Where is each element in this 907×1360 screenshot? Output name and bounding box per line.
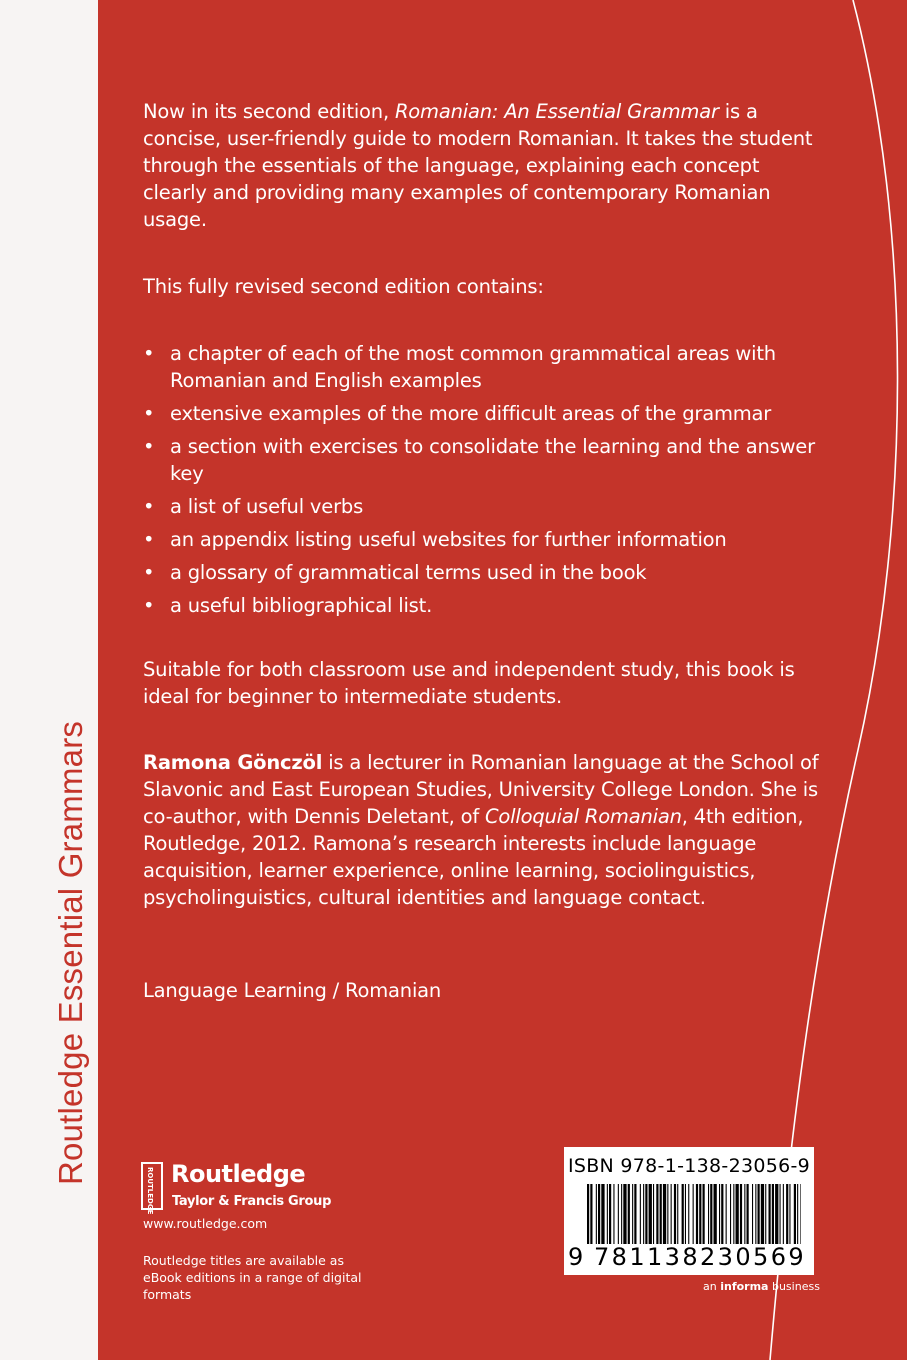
- suitability-paragraph: Suitable for both classroom use and independent study, this book is ideal for beginner to intermediate students.: [143, 658, 795, 708]
- barcode-bar: [682, 1184, 684, 1244]
- barcode-bar: [696, 1184, 698, 1244]
- barcode-bar: [747, 1184, 749, 1244]
- barcode-bar: [736, 1184, 739, 1244]
- barcode-bar: [761, 1184, 764, 1244]
- barcode-bar: [663, 1184, 666, 1244]
- isbn: ISBN 978-1-138-23056-9: [567, 1155, 811, 1177]
- feature-list: [143, 340, 833, 625]
- barcode-bar: [613, 1184, 614, 1244]
- routledge-logo-icon: ROUTLEDGE: [141, 1162, 163, 1210]
- barcode-bar: [643, 1184, 644, 1244]
- list-item: • an appendix listing useful websites for further information: [143, 526, 833, 553]
- publisher-logo: [141, 1160, 361, 1220]
- informa-tagline: an informa business: [703, 1280, 820, 1293]
- barcode-bar: [656, 1184, 658, 1244]
- barcode-bar: [730, 1184, 731, 1244]
- barcode-bar: [780, 1184, 781, 1244]
- barcode-bar: [632, 1184, 633, 1244]
- barcode-bar: [714, 1184, 717, 1244]
- barcode-bar: [752, 1184, 753, 1244]
- barcode-bar: [719, 1184, 720, 1244]
- subject-category: Language Learning / Romanian: [143, 979, 442, 1002]
- barcode-bar: [607, 1184, 608, 1244]
- publisher-website: www.routledge.com: [143, 1216, 268, 1231]
- list-item: • a useful bibliographical list.: [143, 592, 833, 619]
- barcode-bar: [628, 1184, 630, 1244]
- publisher-group: Taylor & Francis Group: [172, 1194, 332, 1209]
- barcode-bar: [772, 1184, 774, 1244]
- list-item: • extensive examples of the more difficult areas of the grammar: [143, 400, 833, 427]
- barcode-bar: [601, 1184, 604, 1244]
- barcode-lead-digit: 9: [568, 1243, 584, 1271]
- barcode-bar: [710, 1184, 712, 1244]
- barcode-bar: [660, 1184, 662, 1244]
- barcode-bar: [609, 1184, 611, 1244]
- barcode-bar: [623, 1184, 626, 1244]
- barcode-bar: [786, 1184, 788, 1244]
- barcode-bar: [733, 1184, 734, 1244]
- barcode-bar: [674, 1184, 676, 1244]
- barcode-bar: [703, 1184, 705, 1244]
- barcode-bar: [653, 1184, 654, 1244]
- barcode-bar: [740, 1184, 742, 1244]
- contents-heading: This fully revised second edition contains:: [143, 275, 544, 298]
- book-title: Romanian: An Essential Grammar: [394, 100, 719, 123]
- barcode-bar: [671, 1184, 672, 1244]
- barcode-bar: [688, 1184, 689, 1244]
- barcode-bar: [800, 1184, 801, 1244]
- barcode-digits: 781138230569: [594, 1243, 807, 1271]
- barcode-bar: [677, 1184, 678, 1244]
- list-item: • a section with exercises to consolidate the learning and the answer key: [143, 433, 833, 487]
- publisher-name: Routledge: [171, 1160, 306, 1188]
- barcode-bar: [797, 1184, 798, 1244]
- barcode-bar: [693, 1184, 694, 1244]
- barcode-bar: [755, 1184, 756, 1244]
- barcode-bar: [621, 1184, 622, 1244]
- list-item: • a chapter of each of the most common grammatical areas with Romanian and English examples: [143, 340, 833, 394]
- barcode-bar: [783, 1184, 784, 1244]
- barcode-bar: [587, 1184, 589, 1244]
- barcode-bar: [596, 1184, 597, 1244]
- intro-paragraph: Now in its second edition, Romanian: An Essential Grammar is a concise, user-friendly guide to modern Romanian. It takes the student through the essentials of the language, explaining each concept clearly and providing many examples of contemporary Romanian usage.: [143, 100, 813, 231]
- barcode-bar: [765, 1184, 766, 1244]
- barcode-bar: [758, 1184, 760, 1244]
- back-cover: [98, 0, 907, 1360]
- barcode-bar: [721, 1184, 723, 1244]
- barcode-bar: [789, 1184, 790, 1244]
- barcode-bar: [667, 1184, 668, 1244]
- author-bio: Ramona Gönczöl is a lecturer in Romanian language at the School of Slavonic and East European Studies, University College London. She is co-author, with Dennis Deletant, of Colloquial Romanian, 4th edition, Routledge, 2012. Ramona’s research interests include language acquisition, learner experience, online learning, sociolinguistics, psycholinguistics, cultural identities and language contact.: [143, 751, 819, 909]
- barcode-bar: [640, 1184, 641, 1244]
- barcode-bar: [744, 1184, 745, 1244]
- barcode-panel: [564, 1147, 814, 1275]
- coauthored-title: Colloquial Romanian: [485, 805, 682, 828]
- barcode-bar: [634, 1184, 636, 1244]
- barcode-bar: [769, 1184, 771, 1244]
- list-item: • a glossary of grammatical terms used in the book: [143, 559, 833, 586]
- barcode-bars: [587, 1184, 801, 1244]
- barcode-bar: [794, 1184, 796, 1244]
- barcode-bar: [645, 1184, 647, 1244]
- author-name: Ramona Gönczöl: [143, 751, 323, 774]
- barcode-bar: [775, 1184, 778, 1244]
- barcode-bar: [618, 1184, 619, 1244]
- barcode-bar: [726, 1184, 727, 1244]
- barcode-bar: [699, 1184, 701, 1244]
- barcode-bar: [685, 1184, 686, 1244]
- list-item: • a list of useful verbs: [143, 493, 833, 520]
- barcode-bar: [649, 1184, 652, 1244]
- barcode-bar: [598, 1184, 600, 1244]
- ebook-note: Routledge titles are available as eBook editions in a range of digital formats: [143, 1253, 362, 1302]
- series-title-spine: Routledge Essential Grammars: [52, 720, 89, 1185]
- barcode-bar: [708, 1184, 709, 1244]
- barcode-bar: [590, 1184, 592, 1244]
